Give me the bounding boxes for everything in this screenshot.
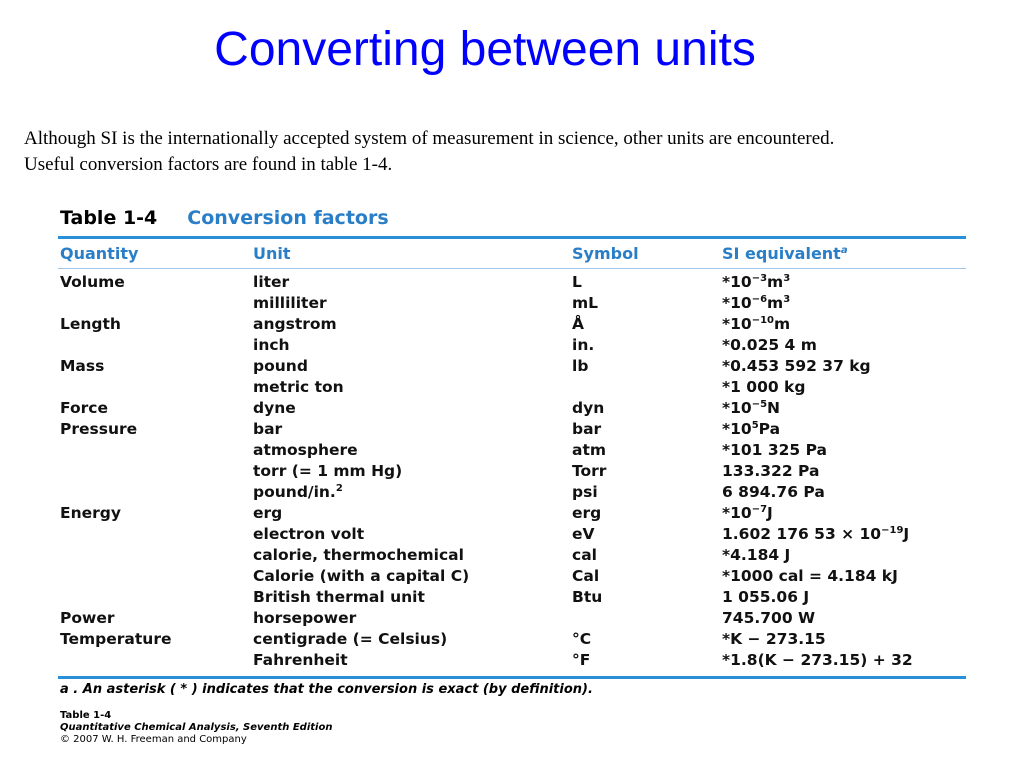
cell-unit: horsepower xyxy=(253,609,357,627)
cell-quantity: Temperature xyxy=(60,630,172,648)
source-book-title: Quantitative Chemical Analysis, Seventh Edition xyxy=(60,722,333,733)
cell-si-equivalent: 6 894.76 Pa xyxy=(722,483,825,501)
cell-symbol: lb xyxy=(572,357,589,375)
table-row xyxy=(60,566,966,587)
cell-symbol: erg xyxy=(572,504,602,522)
cell-quantity: Length xyxy=(60,315,121,333)
cell-symbol: mL xyxy=(572,294,599,312)
cell-unit: atmosphere xyxy=(253,441,358,459)
cell-unit: liter xyxy=(253,273,290,291)
cell-unit: torr (= 1 mm Hg) xyxy=(253,462,403,480)
cell-si-equivalent: 1 055.06 J xyxy=(722,588,810,606)
cell-symbol: °C xyxy=(572,630,592,648)
table-row xyxy=(60,272,966,293)
table-caption xyxy=(60,207,389,229)
table-number: Table 1-4 xyxy=(60,207,158,229)
table-top-rule xyxy=(58,236,966,239)
table-row xyxy=(60,608,966,629)
cell-symbol: dyn xyxy=(572,399,605,417)
intro-paragraph xyxy=(24,126,1014,178)
cell-unit: pound/in.$^2$ xyxy=(253,483,343,501)
cell-si-equivalent: *K − 273.15 xyxy=(722,630,826,648)
table-row xyxy=(60,419,966,440)
table-row xyxy=(60,545,966,566)
table-header-rule xyxy=(58,268,966,269)
cell-si-equivalent: $*10^{-7}J$ xyxy=(722,504,773,522)
header-si-label: SI equivalent xyxy=(722,244,841,263)
table-row xyxy=(60,629,966,650)
source-table-label: Table 1-4 xyxy=(60,710,112,721)
cell-unit: dyne xyxy=(253,399,296,417)
table-name: Conversion factors xyxy=(187,207,389,229)
cell-unit: Calorie (with a capital C) xyxy=(253,567,470,585)
cell-si-equivalent: $*10^5Pa$ xyxy=(722,420,781,438)
cell-symbol: cal xyxy=(572,546,597,564)
table-row xyxy=(60,293,966,314)
cell-symbol: bar xyxy=(572,420,602,438)
table-bottom-rule xyxy=(58,676,966,679)
cell-unit: bar xyxy=(253,420,283,438)
cell-quantity: Energy xyxy=(60,504,121,522)
cell-unit: pound xyxy=(253,357,308,375)
cell-si-equivalent: *0.453 592 37 kg xyxy=(722,357,871,375)
table-row xyxy=(60,377,966,398)
cell-symbol: L xyxy=(572,273,582,291)
cell-si-equivalent: *4.184 J xyxy=(722,546,791,564)
cell-quantity: Power xyxy=(60,609,115,627)
table-row xyxy=(60,461,966,482)
cell-si-equivalent: *101 325 Pa xyxy=(722,441,828,459)
header-si-equivalent xyxy=(722,244,848,263)
cell-symbol: eV xyxy=(572,525,595,543)
cell-unit: Fahrenheit xyxy=(253,651,348,669)
cell-quantity: Force xyxy=(60,399,108,417)
table-footnote: a . An asterisk ( * ) indicates that the conversion is exact (by definition). xyxy=(60,682,593,697)
cell-symbol: °F xyxy=(572,651,591,669)
cell-si-equivalent: 133.322 Pa xyxy=(722,462,820,480)
cell-unit: British thermal unit xyxy=(253,588,425,606)
table-row xyxy=(60,356,966,377)
cell-quantity: Pressure xyxy=(60,420,138,438)
cell-si-equivalent: 745.700 W xyxy=(722,609,816,627)
table-body xyxy=(60,272,966,671)
cell-unit: inch xyxy=(253,336,290,354)
cell-si-equivalent: $*10^{-6}m^3$ xyxy=(722,294,791,312)
cell-si-equivalent: *1 000 kg xyxy=(722,378,806,396)
table-row xyxy=(60,314,966,335)
cell-si-equivalent: $*10^{-10}m$ xyxy=(722,315,791,333)
cell-si-equivalent: *1000 cal = 4.184 kJ xyxy=(722,567,898,585)
cell-symbol: Torr xyxy=(572,462,607,480)
intro-line-2: Useful conversion factors are found in table 1-4. xyxy=(24,154,393,175)
header-unit: Unit xyxy=(253,244,291,263)
table-header xyxy=(60,244,966,266)
table-row xyxy=(60,440,966,461)
header-symbol: Symbol xyxy=(572,244,639,263)
table-row xyxy=(60,650,966,671)
cell-quantity: Volume xyxy=(60,273,125,291)
cell-unit: centigrade (= Celsius) xyxy=(253,630,448,648)
cell-symbol: atm xyxy=(572,441,607,459)
cell-unit: angstrom xyxy=(253,315,337,333)
table-row xyxy=(60,482,966,503)
cell-si-equivalent: $*10^{-3}m^3$ xyxy=(722,273,791,291)
table-row xyxy=(60,503,966,524)
cell-symbol: psi xyxy=(572,483,598,501)
header-quantity: Quantity xyxy=(60,244,139,263)
header-si-note: a xyxy=(840,245,848,256)
cell-symbol: Btu xyxy=(572,588,603,606)
cell-symbol: Å xyxy=(572,315,584,333)
cell-quantity: Mass xyxy=(60,357,105,375)
table-row xyxy=(60,398,966,419)
cell-unit: calorie, thermochemical xyxy=(253,546,464,564)
table-row xyxy=(60,524,966,545)
cell-symbol: in. xyxy=(572,336,595,354)
source-copyright: © 2007 W. H. Freeman and Company xyxy=(60,734,247,745)
cell-unit: metric ton xyxy=(253,378,344,396)
source-credit xyxy=(60,710,332,746)
table-row xyxy=(60,587,966,608)
cell-unit: milliliter xyxy=(253,294,327,312)
cell-symbol: Cal xyxy=(572,567,600,585)
cell-unit: erg xyxy=(253,504,283,522)
cell-si-equivalent: *0.025 4 m xyxy=(722,336,817,354)
intro-line-1: Although SI is the internationally accepted system of measurement in science, other units are encountered. xyxy=(24,128,835,149)
table-row xyxy=(60,335,966,356)
cell-unit: electron volt xyxy=(253,525,365,543)
cell-si-equivalent: 1.602 176 $53 \times 10^{-19}J$ xyxy=(722,525,910,543)
cell-si-equivalent: *1.8(K − 273.15) + 32 xyxy=(722,651,913,669)
slide-title: Converting between units xyxy=(214,23,756,76)
cell-si-equivalent: $*10^{-5}N$ xyxy=(722,399,781,417)
